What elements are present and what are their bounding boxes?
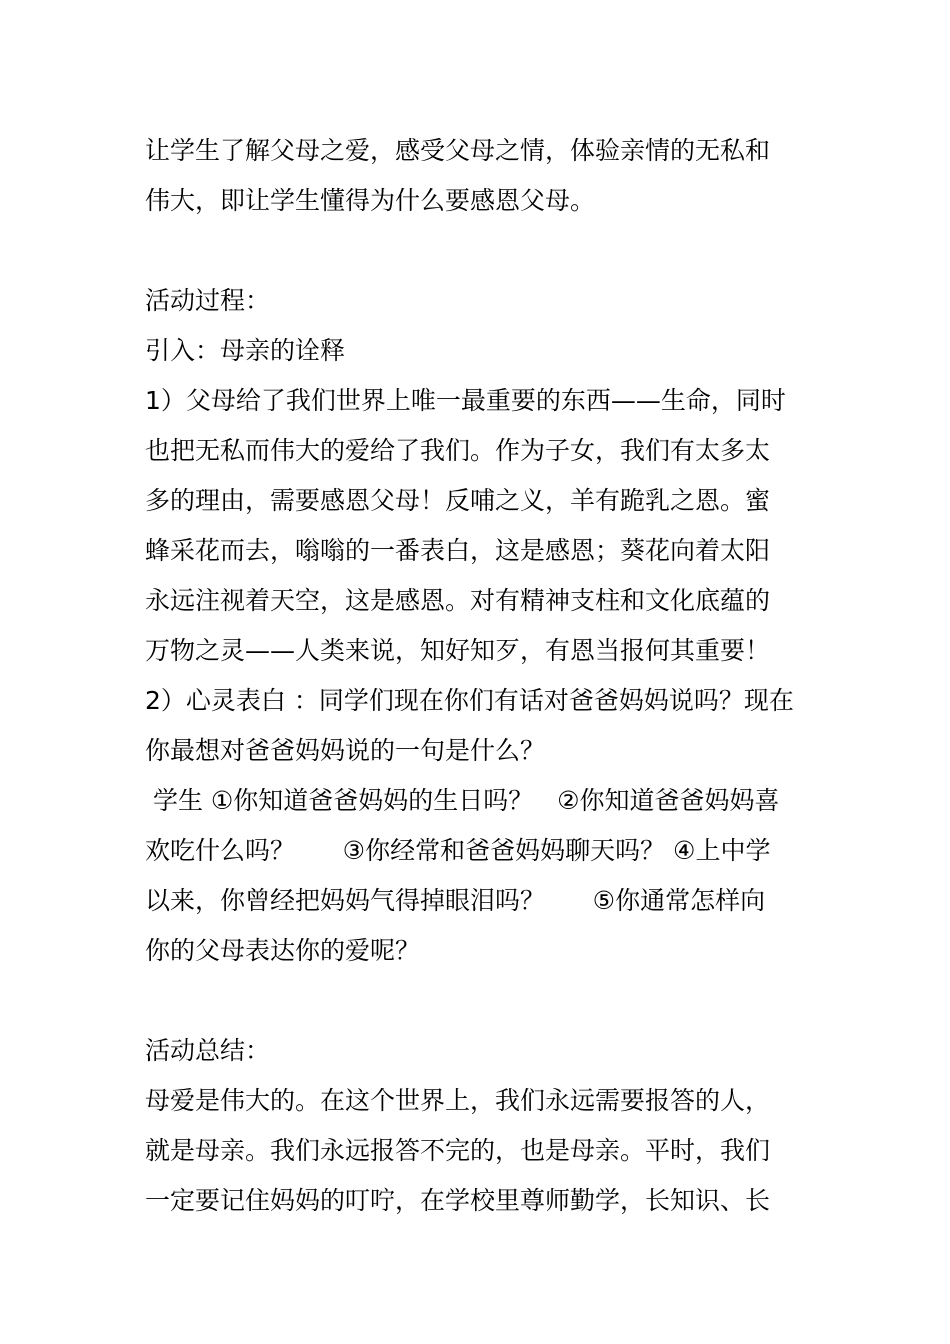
subheading-intro: 引入：母亲的诠释: [145, 336, 346, 365]
text-line: 永远注视着天空，这是感恩。对有精神支柱和文化底蕴的: [145, 586, 771, 615]
text-line: 欢吃什么吗？ ③你经常和爸爸妈妈聊天吗？ ④上中学: [145, 836, 771, 865]
text-line: 也把无私而伟大的爱给了我们。作为子女，我们有太多太: [145, 436, 771, 465]
text-line: 2）心灵表白 ：同学们现在你们有话对爸爸妈妈说吗？现在: [145, 686, 794, 715]
text-line: 一定要记住妈妈的叮咛，在学校里尊师勤学，长知识、长: [145, 1186, 771, 1215]
text-line: 你的父母表达你的爱呢？: [145, 936, 421, 965]
text-line: 1）父母给了我们世界上唯一最重要的东西——生命，同时: [145, 386, 786, 415]
text-line: 学生 ①你知道爸爸妈妈的生日吗？ ②你知道爸爸妈妈喜: [145, 786, 780, 815]
section-heading-summary: 活动总结：: [145, 1036, 271, 1065]
text-line: 就是母亲。我们永远报答不完的，也是母亲。平时，我们: [145, 1136, 771, 1165]
text-line: 万物之灵——人类来说，知好知歹，有恩当报何其重要！: [145, 636, 771, 665]
text-line: 母爱是伟大的。在这个世界上，我们永远需要报答的人，: [145, 1086, 771, 1115]
section-heading-process: 活动过程：: [145, 286, 271, 315]
text-line: 伟大，即让学生懂得为什么要感恩父母。: [145, 186, 596, 215]
text-line: 你最想对爸爸妈妈说的一句是什么？: [145, 736, 546, 765]
text-line: 以来，你曾经把妈妈气得掉眼泪吗？ ⑤你通常怎样向: [145, 886, 766, 915]
text-line: 多的理由，需要感恩父母！反哺之义，羊有跪乳之恩。蜜: [145, 486, 771, 515]
text-line: 蜂采花而去，嗡嗡的一番表白，这是感恩；葵花向着太阳: [145, 536, 771, 565]
text-line: 让学生了解父母之爱，感受父母之情，体验亲情的无私和: [145, 136, 771, 165]
